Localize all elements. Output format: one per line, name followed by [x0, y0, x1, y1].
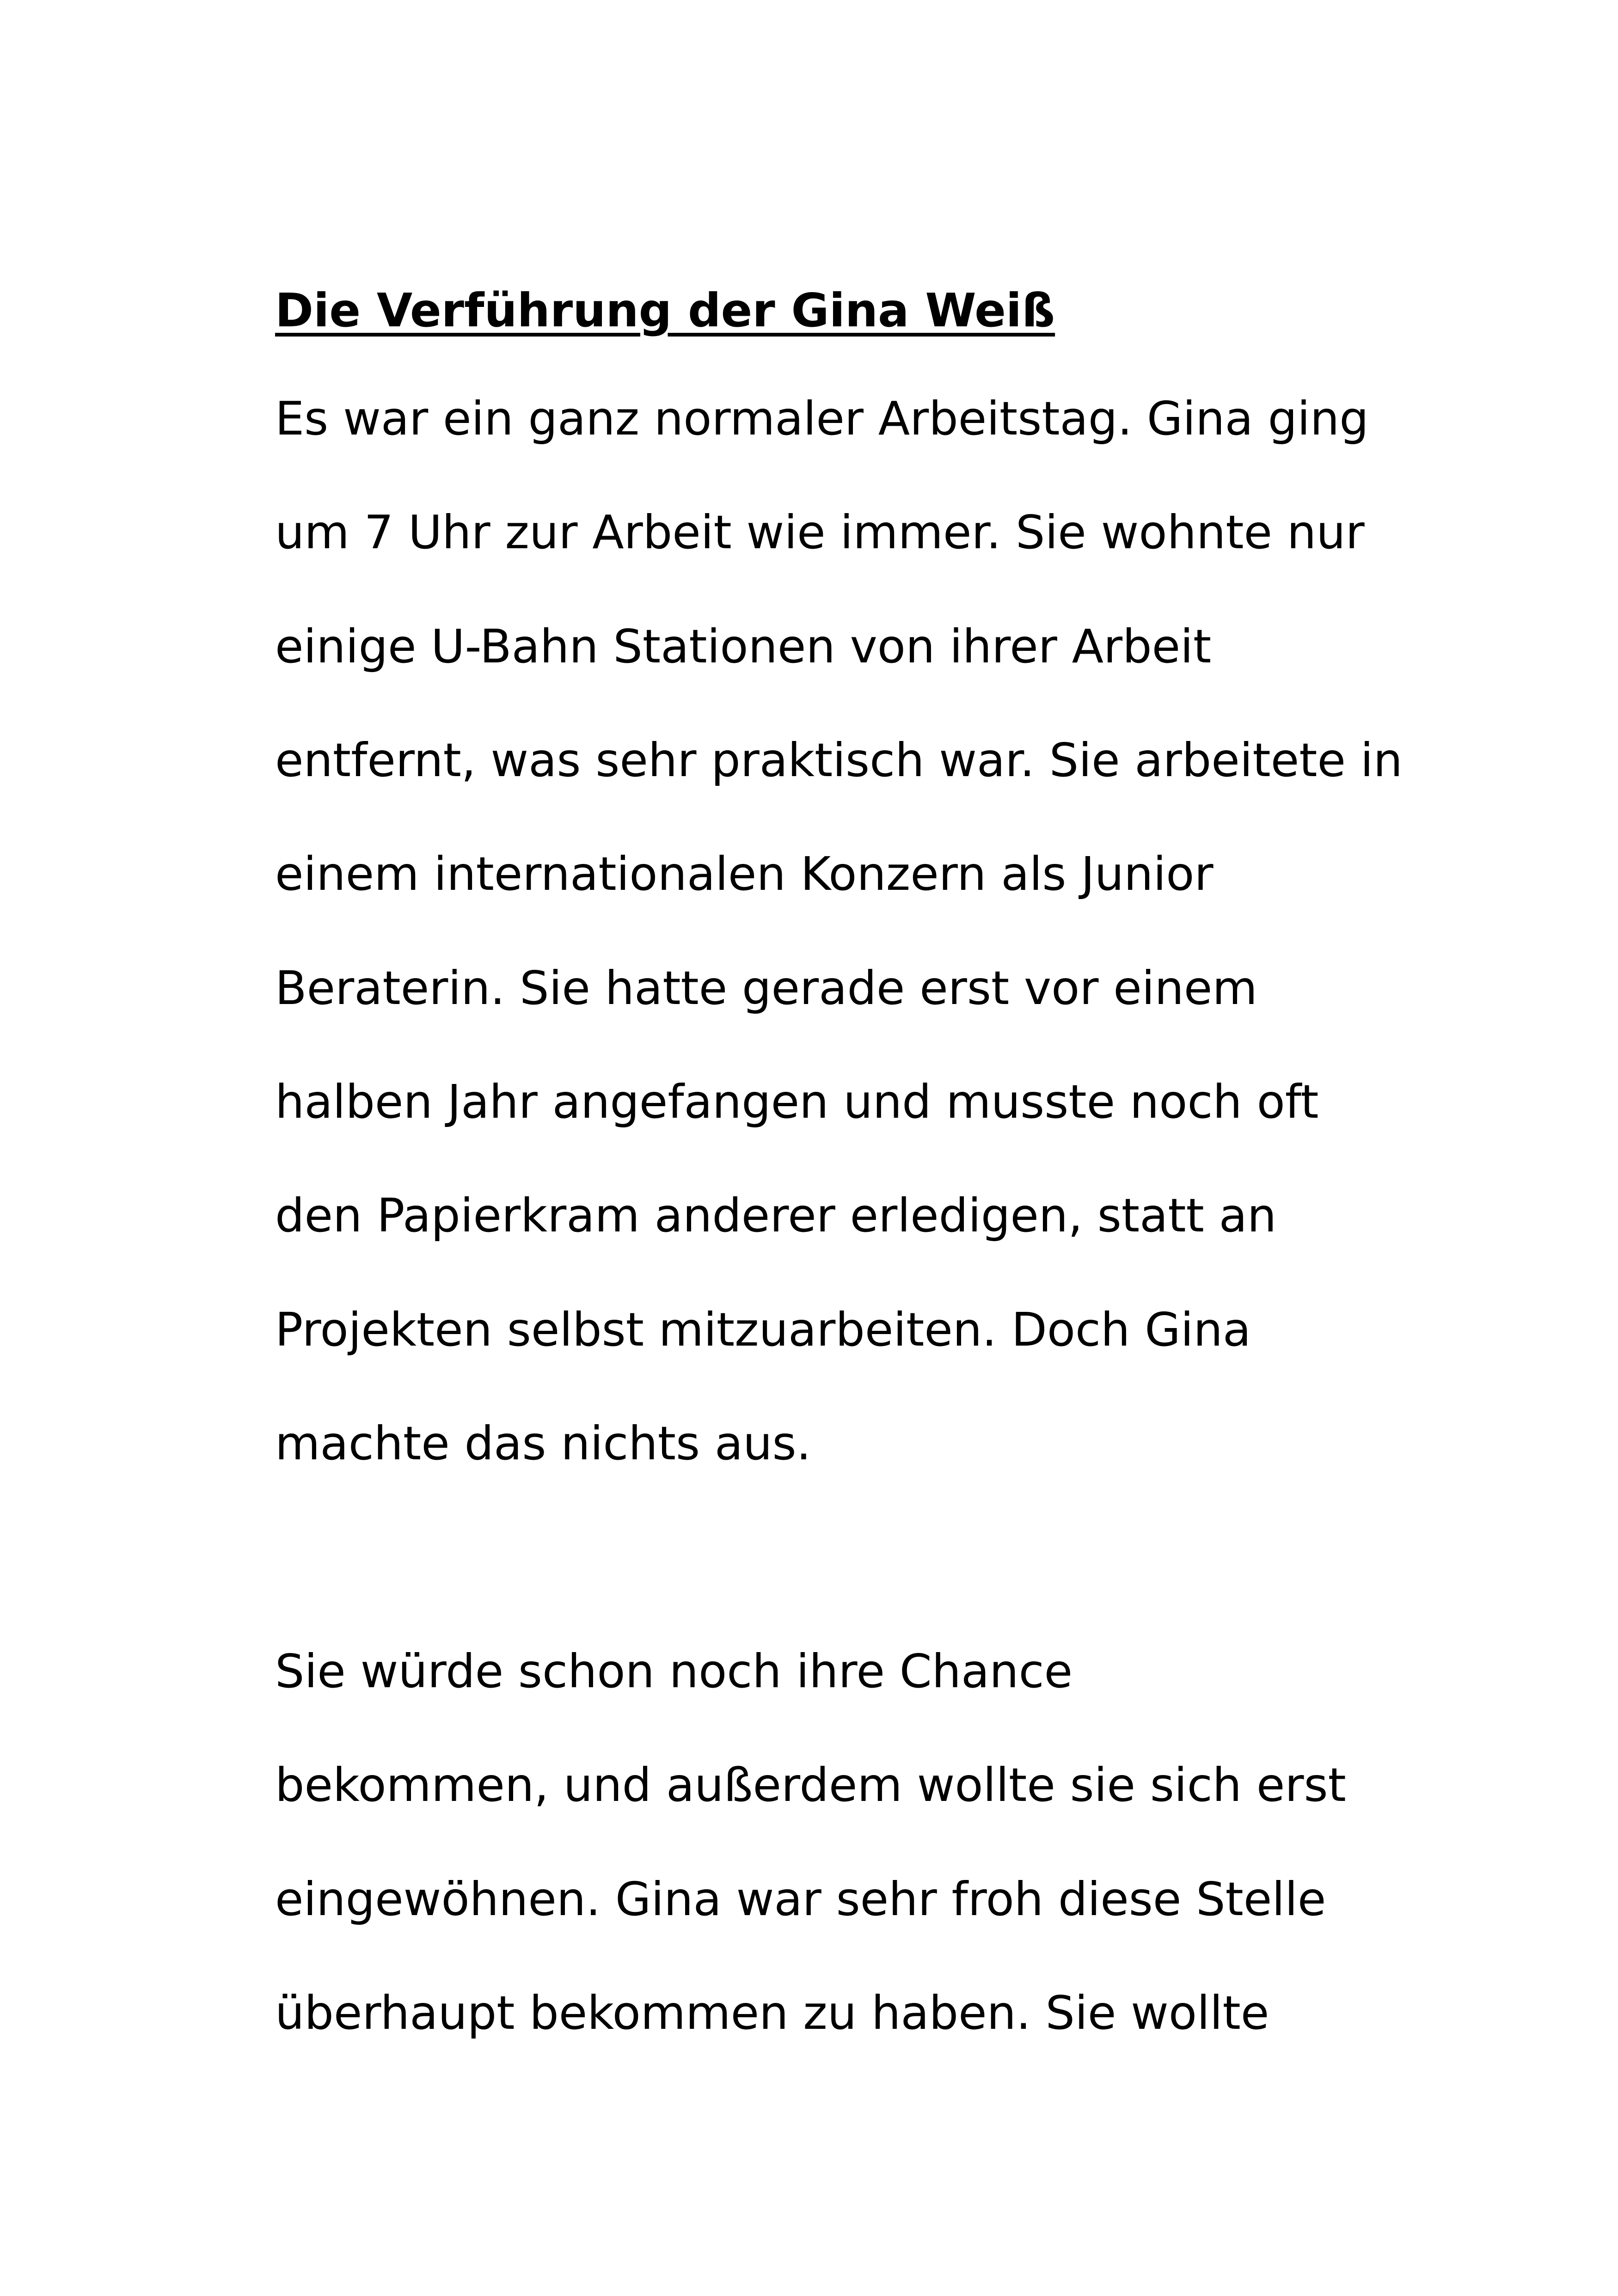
paragraph-line: Sie würde schon noch ihre Chance [275, 1644, 1073, 1698]
paragraph-line: bekommen, und außerdem wollte sie sich erst [275, 1758, 1346, 1812]
paragraph-line: eingewöhnen. Gina war sehr froh diese Stelle [275, 1872, 1326, 1926]
paragraph-line: einige U-Bahn Stationen von ihrer Arbeit [275, 619, 1212, 673]
paragraph-line: halben Jahr angefangen und musste noch oft [275, 1075, 1319, 1129]
paragraph-line: Es war ein ganz normaler Arbeitstag. Gina ging [275, 392, 1369, 446]
paragraph-line: machte das nichts aus. [275, 1416, 811, 1470]
document-title: Die Verführung der Gina Weiß [275, 283, 1055, 337]
paragraph-line: entfernt, was sehr praktisch war. Sie arbeitete in [275, 733, 1403, 787]
paragraph-line: um 7 Uhr zur Arbeit wie immer. Sie wohnte nur [275, 505, 1365, 559]
paragraph-line: überhaupt bekommen zu haben. Sie wollte [275, 1986, 1269, 2040]
paragraph-line: einem internationalen Konzern als Junior [275, 847, 1214, 901]
paragraph-line: den Papierkram anderer erledigen, statt an [275, 1188, 1277, 1243]
paragraph-line: Beraterin. Sie hatte gerade erst vor einem [275, 961, 1257, 1015]
paragraph-line: Projekten selbst mitzuarbeiten. Doch Gina [275, 1303, 1251, 1357]
